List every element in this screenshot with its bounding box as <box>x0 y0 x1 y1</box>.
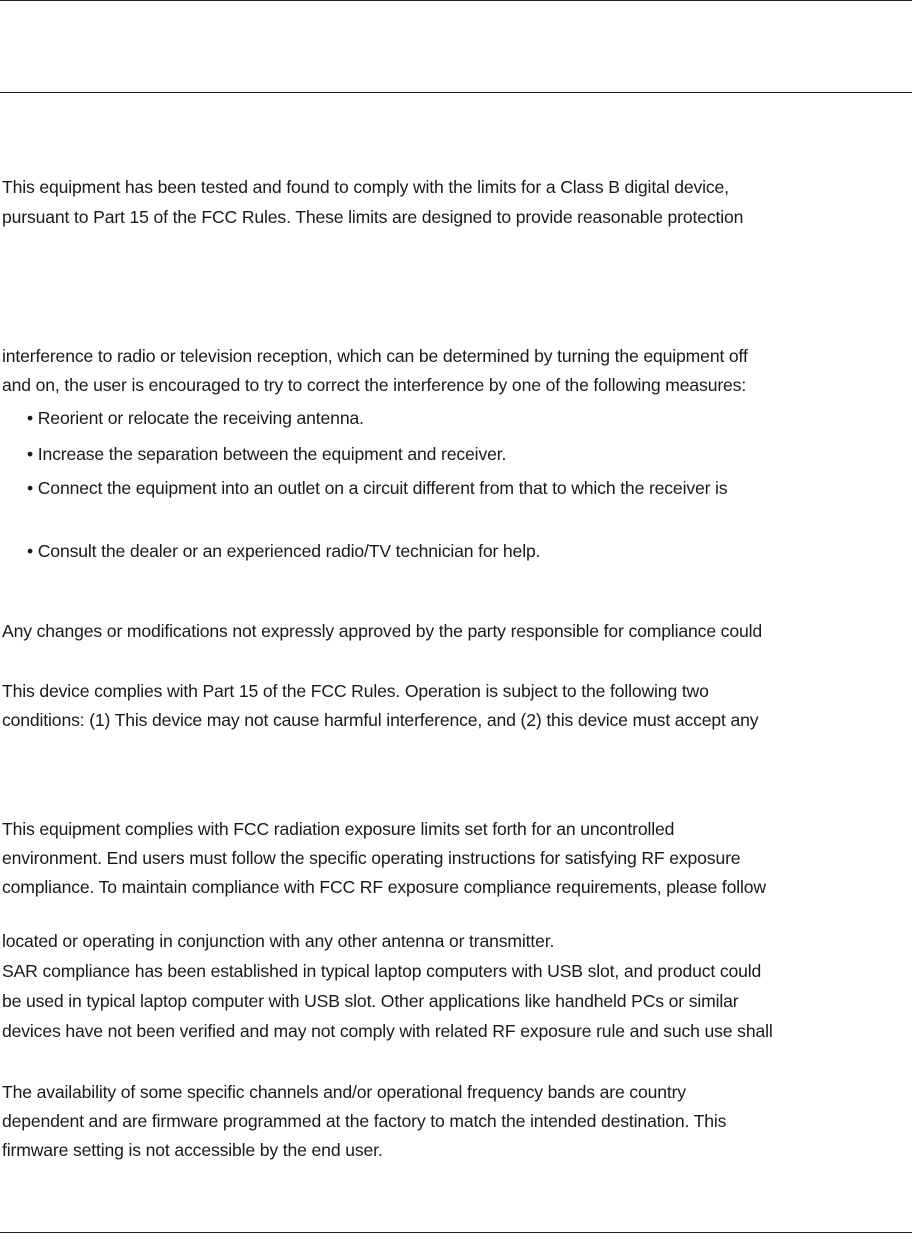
text-line: compliance. To maintain compliance with FCC RF exposure compliance requirements, please follow <box>2 877 766 897</box>
footer-divider-rule <box>0 1232 912 1233</box>
text-line: be used in typical laptop computer with USB slot. Other applications like handheld PCs or similar <box>2 991 739 1011</box>
text-line: environment. End users must follow the specific operating instructions for satisfying RF exposure <box>2 848 741 868</box>
text-line: The availability of some specific channels and/or operational frequency bands are country <box>2 1082 686 1102</box>
text-line: interference to radio or television reception, which can be determined by turning the equipment off <box>2 346 748 366</box>
list-item: • Increase the separation between the equipment and receiver. <box>27 444 507 464</box>
list-item: • Reorient or relocate the receiving antenna. <box>27 408 364 428</box>
top-border-rule <box>0 0 912 1</box>
text-line: pursuant to Part 15 of the FCC Rules. These limits are designed to provide reasonable protection <box>2 207 744 227</box>
list-item: • Consult the dealer or an experienced radio/TV technician for help. <box>27 541 541 561</box>
text-line: Any changes or modifications not expressly approved by the party responsible for compliance could <box>2 621 762 641</box>
text-line: This equipment complies with FCC radiation exposure limits set forth for an uncontrolled <box>2 819 675 839</box>
text-line: devices have not been verified and may not comply with related RF exposure rule and such use shall <box>2 1021 773 1041</box>
text-line: conditions: (1) This device may not cause harmful interference, and (2) this device must accept any <box>2 710 759 730</box>
text-line: firmware setting is not accessible by the end user. <box>2 1140 383 1160</box>
text-line: This device complies with Part 15 of the FCC Rules. Operation is subject to the following two <box>2 681 709 701</box>
text-line: This equipment has been tested and found to comply with the limits for a Class B digital device, <box>2 177 729 197</box>
text-line: located or operating in conjunction with any other antenna or transmitter. <box>2 931 555 951</box>
text-line: dependent and are firmware programmed at the factory to match the intended destination. This <box>2 1111 727 1131</box>
list-item: • Connect the equipment into an outlet on a circuit different from that to which the receiver is <box>27 478 728 498</box>
header-divider-rule <box>0 92 912 93</box>
text-line: SAR compliance has been established in typical laptop computers with USB slot, and product could <box>2 961 762 981</box>
text-line: and on, the user is encouraged to try to correct the interference by one of the following measures: <box>2 375 747 395</box>
